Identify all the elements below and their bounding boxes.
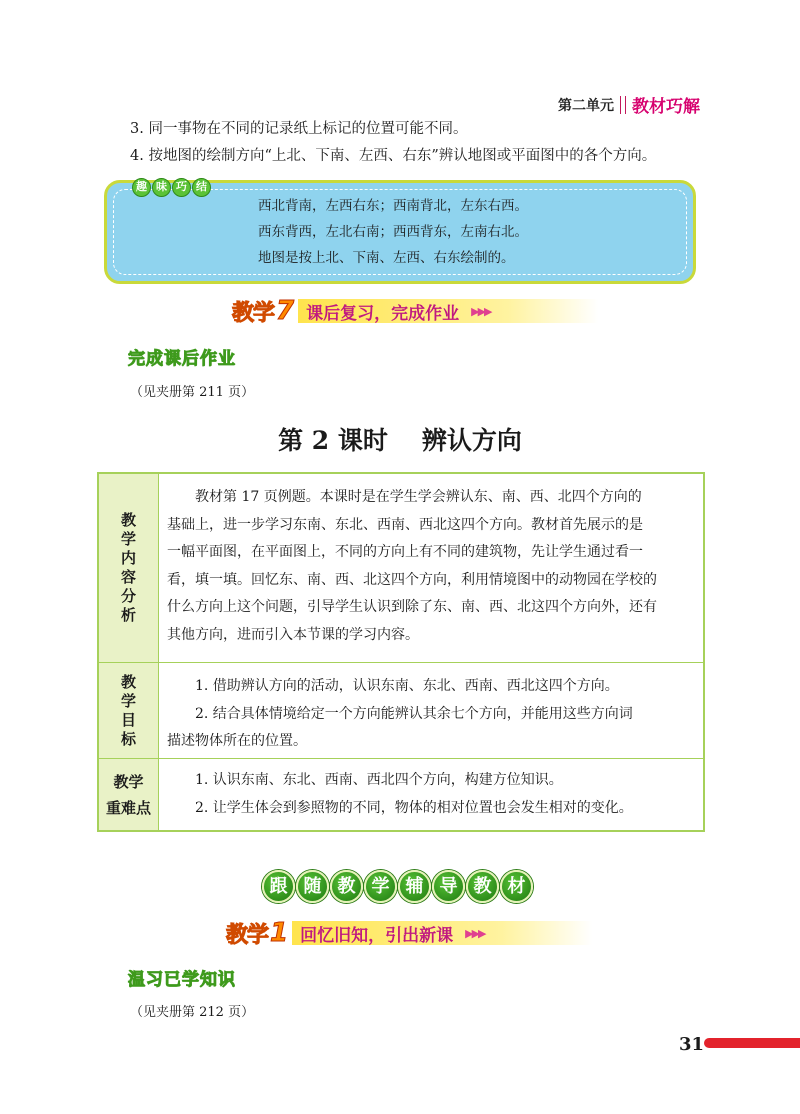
table-row bbox=[99, 662, 703, 758]
table-row bbox=[99, 758, 703, 830]
row-body bbox=[159, 474, 703, 662]
row-header-line: 教学 bbox=[113, 772, 144, 791]
body-line: 基础上，进一步学习东南、东北、西南、西北这四个方向。教材首先展示的是 bbox=[167, 516, 643, 533]
header-divider bbox=[620, 96, 626, 114]
homework-heading-text: 完成课后作业 bbox=[128, 349, 236, 369]
fun-summary-tag bbox=[132, 178, 212, 197]
row-header-text: 教学内容分析 bbox=[120, 511, 136, 624]
fun-line-1: 西北背南，左西右东；西南背北，左东右西。 bbox=[258, 198, 528, 214]
body-line: 1. 借助辨认方向的活动，认识东南、东北、西南、西北这四个方向。 bbox=[195, 678, 619, 694]
reference-1: （见夹册第 211 页） bbox=[130, 385, 255, 400]
step-number: 1 bbox=[270, 918, 289, 948]
banner-char: 教 bbox=[466, 870, 499, 903]
body-line: 1. 认识东南、东北、西南、西北四个方向，构建方位知识。 bbox=[195, 772, 563, 788]
lesson-number: 第 2 课时 bbox=[278, 426, 388, 455]
point-3: 3. 同一事物在不同的记录纸上标记的位置可能不同。 bbox=[130, 121, 468, 137]
tag-char: 巧 bbox=[172, 178, 191, 197]
page-number: 31 bbox=[679, 1034, 705, 1055]
step-7-banner bbox=[232, 297, 598, 325]
banner-char: 随 bbox=[296, 870, 329, 903]
tag-char: 趣 bbox=[132, 178, 151, 197]
table-row bbox=[99, 474, 703, 662]
step-label: 教学 bbox=[226, 922, 269, 948]
lesson-title bbox=[0, 421, 800, 457]
step-1-banner bbox=[226, 919, 592, 947]
book-title: 教材巧解 bbox=[632, 97, 700, 117]
row-header bbox=[99, 759, 159, 830]
body-line: 描述物体所在的位置。 bbox=[167, 733, 307, 749]
step-bar bbox=[292, 921, 592, 945]
row-header bbox=[99, 474, 159, 662]
banner-char: 辅 bbox=[398, 870, 431, 903]
banner-char: 教 bbox=[330, 870, 363, 903]
body-line: 什么方向上这个问题，引导学生认识到除了东、南、西、北这四个方向外，还有 bbox=[167, 599, 657, 615]
follow-textbook-banner bbox=[262, 870, 534, 903]
banner-char: 学 bbox=[364, 870, 397, 903]
step-label: 教学 bbox=[232, 300, 275, 326]
banner-char: 材 bbox=[500, 870, 533, 903]
row-header-line: 重难点 bbox=[105, 798, 151, 817]
page-number-bar bbox=[704, 1038, 800, 1048]
banner-char: 跟 bbox=[262, 870, 295, 903]
row-header bbox=[99, 663, 159, 758]
row-body bbox=[159, 759, 703, 830]
step-title: 回忆旧知，引出新课 bbox=[300, 925, 454, 946]
step-number: 7 bbox=[276, 296, 295, 326]
running-header bbox=[558, 92, 700, 117]
lesson-name: 辨认方向 bbox=[421, 426, 522, 455]
body-line: 其他方向，进而引入本节课的学习内容。 bbox=[167, 626, 419, 643]
step-title: 课后复习，完成作业 bbox=[306, 303, 460, 324]
review-heading-text: 温习已学知识 bbox=[128, 970, 236, 990]
reference-2: （见夹册第 212 页） bbox=[130, 1005, 255, 1020]
body-line: 2. 让学生体会到参照物的不同，物体的相对位置也会发生相对的变化。 bbox=[195, 799, 633, 816]
point-4: 4. 按地图的绘制方向“上北、下南、左西、右东”辨认地图或平面图中的各个方向。 bbox=[130, 148, 657, 164]
review-heading bbox=[128, 965, 236, 990]
body-line: 2. 结合具体情境给定一个方向能辨认其余七个方向，并能用这些方向词 bbox=[195, 705, 633, 722]
tag-char: 结 bbox=[192, 178, 211, 197]
row-header-text: 教学目标 bbox=[120, 672, 136, 748]
fun-line-2: 西东背西，左北右南；西西背东，左南右北。 bbox=[258, 224, 528, 240]
homework-heading bbox=[128, 344, 236, 369]
body-line: 看，填一填。回忆东、南、西、北这四个方向，利用情境图中的动物园在学校的 bbox=[167, 571, 657, 588]
banner-char: 导 bbox=[432, 870, 465, 903]
tag-char: 味 bbox=[152, 178, 171, 197]
unit-label: 第二单元 bbox=[558, 97, 614, 114]
chevrons-icon: ▶▶▶ bbox=[465, 926, 485, 940]
body-line: 一幅平面图，在平面图上，不同的方向上有不同的建筑物，先让学生通过看一 bbox=[167, 544, 643, 560]
body-line: 教材第 17 页例题。本课时是在学生学会辨认东、南、西、北四个方向的 bbox=[195, 489, 642, 505]
row-body bbox=[159, 663, 703, 758]
lesson-analysis-table bbox=[97, 472, 705, 832]
step-bar bbox=[298, 299, 598, 323]
fun-line-3: 地图是按上北、下南、左西、右东绘制的。 bbox=[258, 250, 515, 266]
row-header-text bbox=[106, 769, 151, 821]
chevrons-icon: ▶▶▶ bbox=[471, 304, 491, 318]
